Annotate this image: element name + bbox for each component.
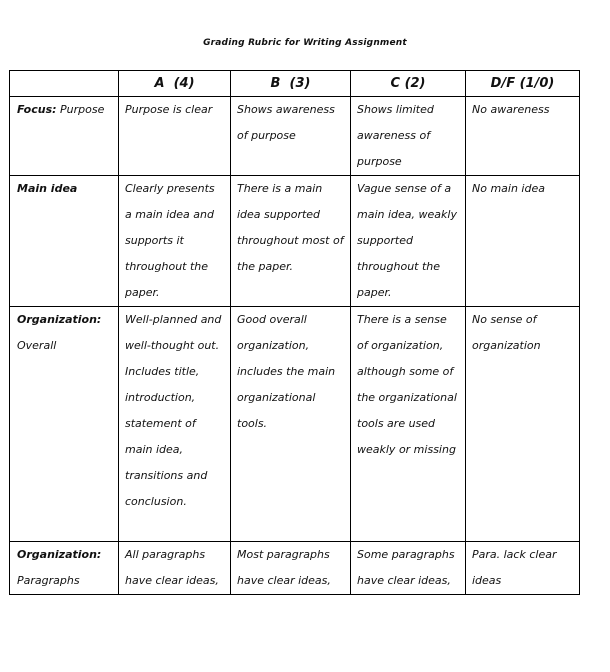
header-grade-df: D/F (1/0) xyxy=(466,71,580,97)
criterion-cell xyxy=(10,307,119,542)
criterion-cell xyxy=(10,542,119,595)
grade-c-cell: Vague sense of a main idea, weakly supported throughout the paper. xyxy=(351,176,466,307)
grade-df-cell: No main idea xyxy=(466,176,580,307)
header-row xyxy=(10,71,580,97)
header-grade-c: C (2) xyxy=(351,71,466,97)
grade-b-cell: There is a main idea supported throughout most of the paper. xyxy=(231,176,351,307)
criterion-cell xyxy=(10,176,119,307)
criterion-label: Organization: xyxy=(17,313,102,326)
page-title: Grading Rubric for Writing Assignment xyxy=(203,38,407,48)
table-row xyxy=(10,176,580,307)
header-blank xyxy=(10,71,119,97)
grade-a-cell: Well-planned and well-thought out. Includes title, introduction, statement of main idea, transitions and conclusion. xyxy=(119,307,231,542)
header-grade-a: A (4) xyxy=(119,71,231,97)
grade-b-cell: Good overall organization, includes the main organizational tools. xyxy=(231,307,351,542)
table-row xyxy=(10,97,580,176)
header-grade-b: B (3) xyxy=(231,71,351,97)
grade-c-cell: Some paragraphs have clear ideas, xyxy=(351,542,466,595)
criterion-label: Focus: xyxy=(17,103,57,116)
criterion-label: Main idea xyxy=(17,182,78,195)
criterion-sublabel: Purpose xyxy=(56,103,105,116)
table-row xyxy=(10,542,580,595)
rubric-table xyxy=(9,70,580,595)
criterion-cell xyxy=(10,97,119,176)
grade-df-cell: Para. lack clear ideas xyxy=(466,542,580,595)
criterion-sublabel: Overall xyxy=(17,339,57,352)
grade-a-cell: Clearly presents a main idea and supports it throughout the paper. xyxy=(119,176,231,307)
grade-b-cell: Shows awareness of purpose xyxy=(231,97,351,176)
criterion-label: Organization: xyxy=(17,548,102,561)
grade-a-cell: All paragraphs have clear ideas, xyxy=(119,542,231,595)
grade-a-cell: Purpose is clear xyxy=(119,97,231,176)
grade-b-cell: Most paragraphs have clear ideas, xyxy=(231,542,351,595)
grade-df-cell: No awareness xyxy=(466,97,580,176)
grade-df-cell: No sense of organization xyxy=(466,307,580,542)
grade-c-cell: Shows limited awareness of purpose xyxy=(351,97,466,176)
criterion-sublabel: Paragraphs xyxy=(17,574,80,587)
grade-c-cell: There is a sense of organization, although some of the organizational tools are used weakly or missing xyxy=(351,307,466,542)
table-row xyxy=(10,307,580,542)
